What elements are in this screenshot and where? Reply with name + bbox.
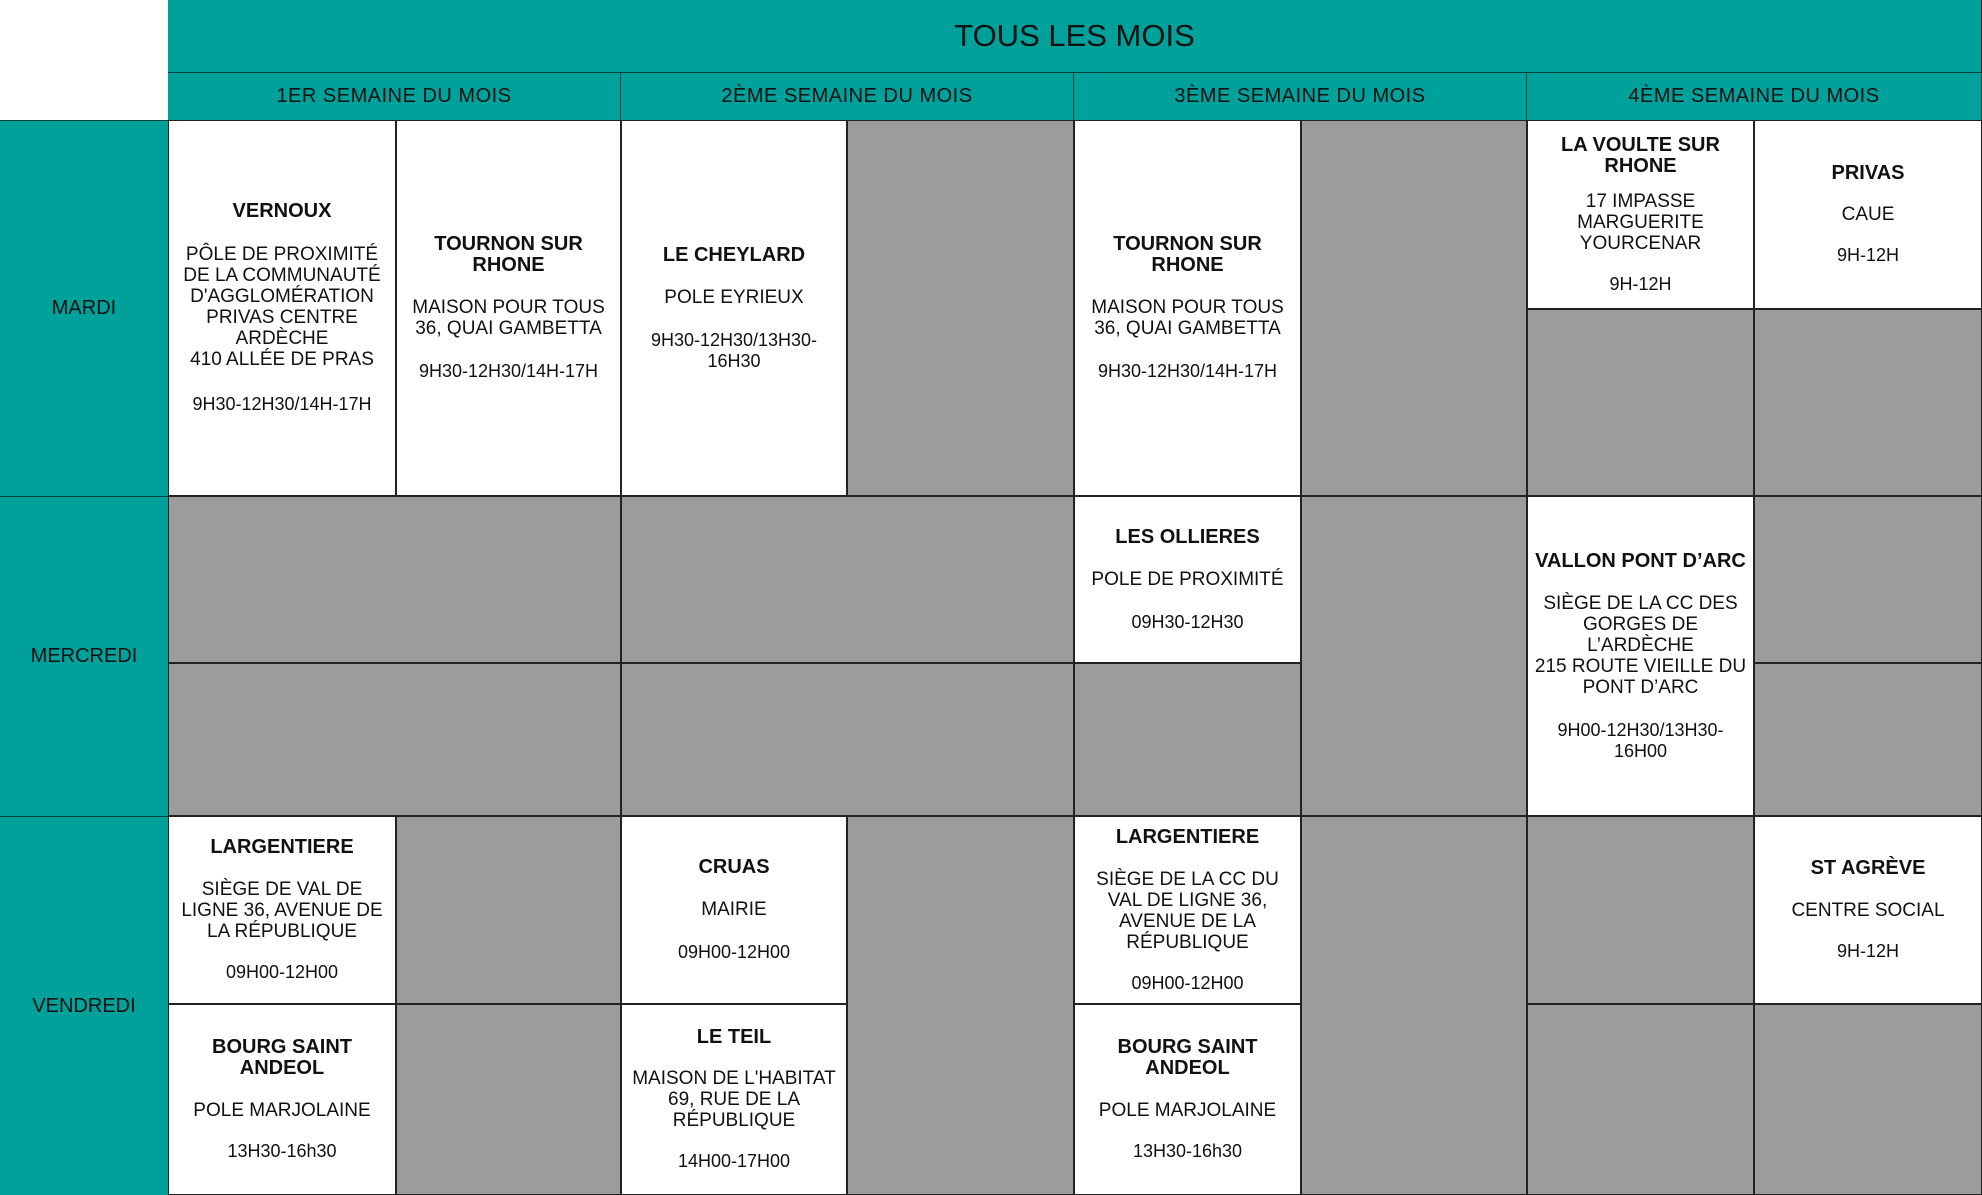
empty-slot xyxy=(1301,816,1527,1195)
week-header-4: 4ÈME SEMAINE DU MOIS xyxy=(1527,72,1982,120)
location-name: LA VOULTE SUR RHONE xyxy=(1561,133,1720,177)
empty-slot xyxy=(396,816,621,1004)
empty-slot xyxy=(1527,1004,1754,1195)
empty-slot xyxy=(1527,309,1754,496)
location-name: PRIVAS xyxy=(1831,162,1905,184)
empty-slot xyxy=(847,816,1074,1195)
day-label-mardi: MARDI xyxy=(0,120,168,496)
opening-hours: 9H-12H xyxy=(1609,273,1672,294)
schedule-cell-tournon-w3 xyxy=(1074,120,1301,496)
week-header-1: 1ER SEMAINE DU MOIS xyxy=(168,72,621,120)
location-address: MAISON POUR TOUS 36, QUAI GAMBETTA xyxy=(1091,297,1284,339)
schedule-cell-vernoux xyxy=(168,120,396,496)
location-address: CAUE xyxy=(1841,204,1895,225)
location-address: SIÈGE DE VAL DE LIGNE 36, AVENUE DE LA RÉPUBLIQUE xyxy=(181,879,383,942)
location-name: BOURG SAINT ANDEOL xyxy=(1117,1036,1258,1079)
day-label-vendredi: VENDREDI xyxy=(0,816,168,1195)
location-address: POLE MARJOLAINE xyxy=(193,1100,371,1121)
schedule-cell-cruas xyxy=(621,816,847,1004)
opening-hours: 9H30-12H30/14H-17H xyxy=(192,394,372,414)
opening-hours: 09H00-12H00 xyxy=(677,942,791,962)
schedule-cell-tournon-w1 xyxy=(396,120,621,496)
opening-hours: 13H30-16h30 xyxy=(1132,1141,1243,1161)
empty-slot xyxy=(621,663,1074,816)
empty-slot xyxy=(1754,663,1982,816)
location-name: LES OLLIERES xyxy=(1115,525,1260,548)
location-name: TOURNON SUR RHONE xyxy=(1113,233,1262,276)
location-address: POLE EYRIEUX xyxy=(664,286,804,308)
schedule-cell-la-voulte xyxy=(1527,120,1754,309)
location-name: ST AGRÈVE xyxy=(1810,857,1926,879)
week-header-3: 3ÈME SEMAINE DU MOIS xyxy=(1074,72,1527,120)
opening-hours: 9H30-12H30/14H-17H xyxy=(418,361,599,381)
location-address: MAISON DE L'HABITAT 69, RUE DE LA RÉPUBLIQUE xyxy=(632,1068,836,1131)
location-address: SIÈGE DE LA CC DES GORGES DE L’ARDÈCHE 215 ROUTE VIEILLE DU PONT D’ARC xyxy=(1534,592,1747,698)
location-address: POLE DE PROXIMITÉ xyxy=(1091,568,1284,590)
opening-hours: 9H-12H xyxy=(1836,941,1900,961)
location-address: MAIRIE xyxy=(701,899,767,920)
empty-slot xyxy=(1301,120,1527,496)
empty-slot xyxy=(168,496,621,663)
schedule-cell-largentiere-w3 xyxy=(1074,816,1301,1004)
opening-hours: 14H00-17H00 xyxy=(677,1151,791,1171)
opening-hours: 9H-12H xyxy=(1836,245,1900,265)
opening-hours: 09H00-12H00 xyxy=(225,962,339,982)
location-address: PÔLE DE PROXIMITÉ DE LA COMMUNAUTÉ D'AGGLOMÉRATION PRIVAS CENTRE ARDÈCHE 410 ALLÉE DE PRAS xyxy=(183,244,381,370)
empty-slot xyxy=(1754,309,1982,496)
opening-hours: 09H30-12H30 xyxy=(1131,611,1244,632)
opening-hours: 09H00-12H00 xyxy=(1131,972,1244,993)
empty-slot xyxy=(621,496,1074,663)
location-name: VERNOUX xyxy=(232,200,332,222)
empty-slot xyxy=(847,120,1074,496)
opening-hours: 9H00-12H30/13H30-16H00 xyxy=(1557,719,1724,761)
schedule-cell-bourg-saint-andeol-w3 xyxy=(1074,1004,1301,1195)
week-header-2: 2ÈME SEMAINE DU MOIS xyxy=(621,72,1074,120)
location-name: BOURG SAINT ANDEOL xyxy=(212,1036,352,1079)
location-address: CENTRE SOCIAL xyxy=(1791,900,1945,921)
empty-slot xyxy=(1754,1004,1982,1195)
opening-hours: 9H30-12H30/14H-17H xyxy=(1097,361,1278,381)
schedule-cell-privas xyxy=(1754,120,1982,309)
empty-slot xyxy=(1074,663,1301,816)
schedule-cell-largentiere-w1 xyxy=(168,816,396,1004)
location-name: LARGENTIERE xyxy=(1115,825,1260,848)
schedule-cell-le-cheylard xyxy=(621,120,847,496)
empty-slot xyxy=(1301,496,1527,816)
location-address: SIÈGE DE LA CC DU VAL DE LIGNE 36, AVENUE DE LA RÉPUBLIQUE xyxy=(1096,868,1279,953)
location-name: CRUAS xyxy=(698,856,770,878)
location-address: POLE MARJOLAINE xyxy=(1098,1100,1277,1121)
opening-hours: 9H30-12H30/13H30-16H30 xyxy=(650,329,818,371)
schedule-cell-le-teil xyxy=(621,1004,847,1195)
location-name: LE CHEYLARD xyxy=(662,243,806,266)
day-label-mercredi: MERCREDI xyxy=(0,496,168,816)
location-name: LE TEIL xyxy=(696,1026,772,1048)
schedule-cell-bourg-saint-andeol-w1 xyxy=(168,1004,396,1195)
location-name: TOURNON SUR RHONE xyxy=(434,233,583,276)
location-name: LARGENTIERE xyxy=(210,836,354,858)
schedule-title: TOUS LES MOIS xyxy=(168,0,1982,72)
schedule-cell-les-ollieres xyxy=(1074,496,1301,663)
schedule-cell-st-agreve xyxy=(1754,816,1982,1004)
location-address: MAISON POUR TOUS 36, QUAI GAMBETTA xyxy=(412,297,605,339)
location-name: VALLON PONT D’ARC xyxy=(1535,549,1746,572)
empty-slot xyxy=(168,663,621,816)
schedule-cell-vallon-pont-darc xyxy=(1527,496,1754,816)
empty-slot xyxy=(396,1004,621,1195)
empty-slot xyxy=(1527,816,1754,1004)
opening-hours: 13H30-16h30 xyxy=(227,1141,337,1161)
location-address: 17 IMPASSE MARGUERITE YOURCENAR xyxy=(1577,190,1704,254)
empty-slot xyxy=(1754,496,1982,663)
